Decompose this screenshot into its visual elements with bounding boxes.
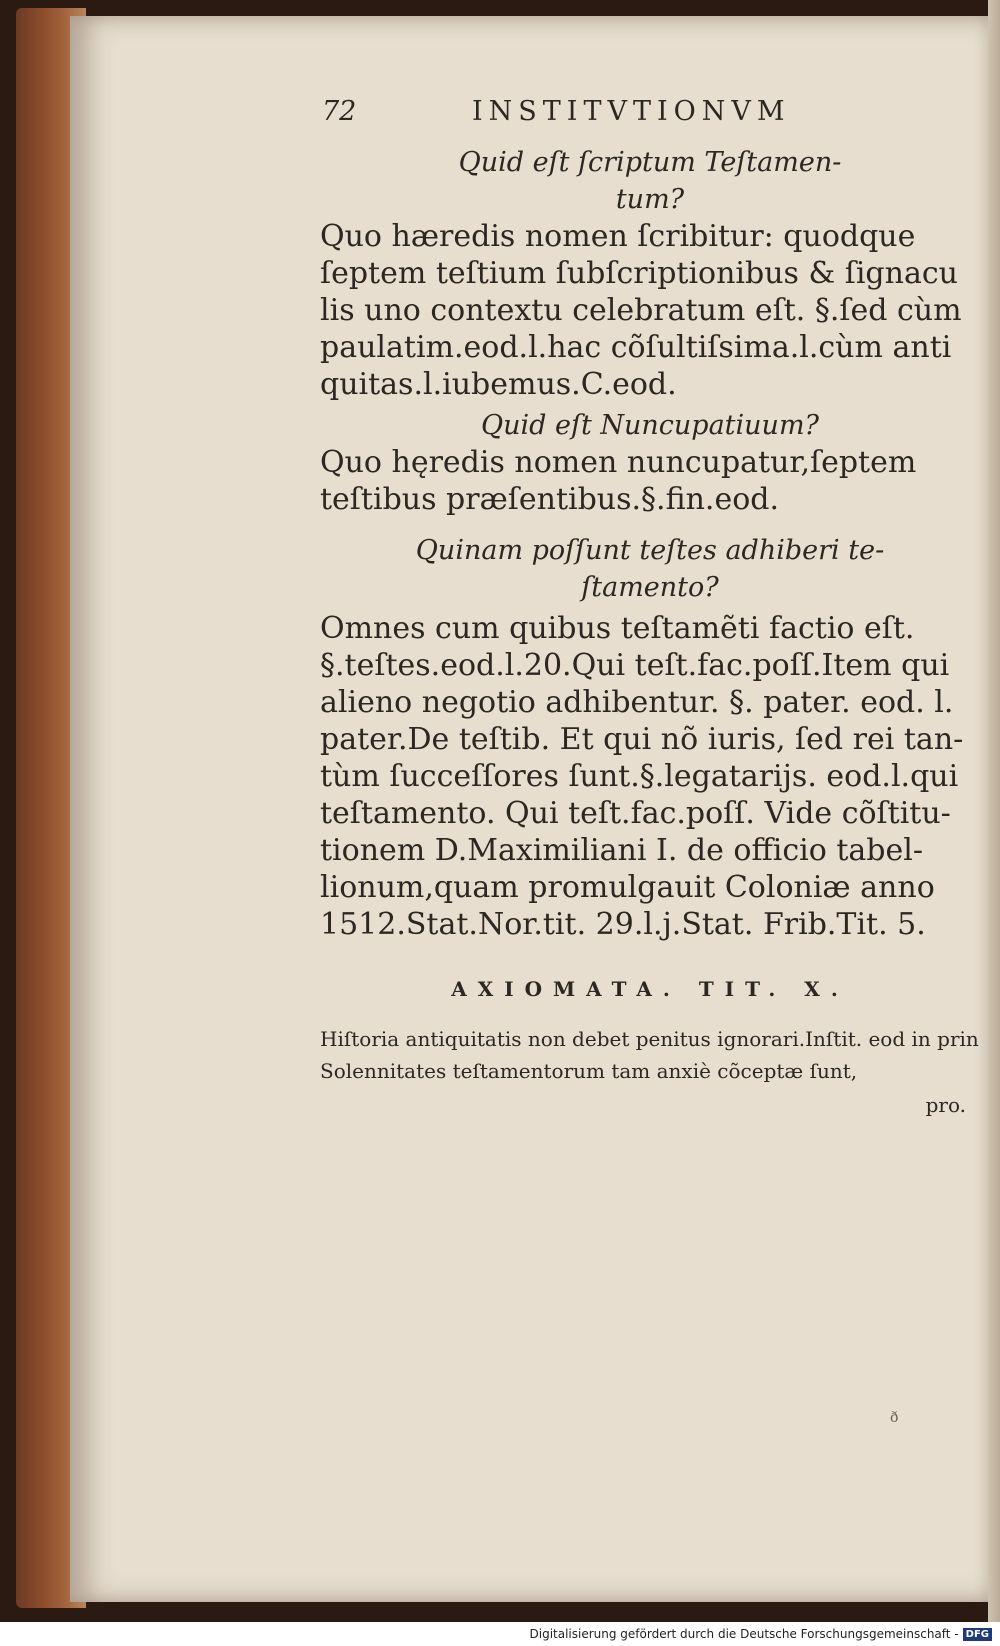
question-1-line-2: tum? xyxy=(615,184,685,215)
answer-1-line: ſeptem teſtium ſubſcriptionibus & ſignacu xyxy=(320,256,958,291)
page-mark: ð xyxy=(890,1410,899,1426)
digitization-footer xyxy=(0,1622,1000,1646)
answer-1-line: Quo hæredis nomen ſcribitur: quodque xyxy=(320,219,916,254)
footer-text: Digitalisierung gefördert durch die Deutsche Forschungsgemeinschaft - xyxy=(529,1627,959,1641)
axiomata-title: AXIOMATA. TIT. X. xyxy=(451,977,849,1001)
answer-3-line: teſtamento. Qui teſt.fac.poſſ. Vide cõſtitu- xyxy=(320,796,951,831)
question-3-line-2: ſtamento? xyxy=(581,572,719,603)
answer-1-line: quitas.l.iubemus.C.eod. xyxy=(320,367,677,402)
answer-1-line: lis uno contextu celebratum eſt. §.ſed cùm xyxy=(320,293,962,328)
answer-3-line: lionum,quam promulgauit Coloniæ anno xyxy=(320,870,935,905)
answer-2 xyxy=(320,444,980,518)
dfg-logo-icon: DFG xyxy=(963,1628,992,1641)
page-right-edge xyxy=(988,0,1000,1622)
answer-2-line: Quo hęredis nomen nuncupatur,ſeptem xyxy=(320,445,917,480)
answer-3 xyxy=(320,610,980,943)
answer-3-line: alieno negotio adhibentur. §. pater. eod. l. xyxy=(320,685,954,720)
question-1-line-1: Quid eſt ſcriptum Teſtamen- xyxy=(458,147,842,178)
page-header xyxy=(322,96,980,144)
answer-1-line: paulatim.eod.l.hac cõſultiſsima.l.cùm anti xyxy=(320,330,952,365)
page-number: 72 xyxy=(322,96,357,127)
answer-1 xyxy=(320,218,980,403)
axiom-item: Solennitates teſtamentorum tam anxiè cõceptæ ſunt, xyxy=(320,1059,858,1083)
answer-3-line: tùm ſucceſſores ſunt.§.legatarijs. eod.l.qui xyxy=(320,759,959,794)
question-2: Quid eſt Nuncupatiuum? xyxy=(480,410,820,441)
answer-3-line: pater.De teſtib. Et qui nõ iuris, ſed rei tan- xyxy=(320,722,964,757)
answer-3-line: 1512.Stat.Nor.tit. 29.l.j.Stat. Frib.Tit. 5. xyxy=(320,907,926,942)
answer-3-line: Omnes cum quibus teſtamẽti factio eſt. xyxy=(320,611,915,646)
answer-3-line: §.teſtes.eod.l.20.Qui teſt.fac.poſſ.Item qui xyxy=(320,648,950,683)
answer-3-line: tionem D.Maximiliani I. de officio tabel- xyxy=(320,833,923,868)
catchword: pro. xyxy=(925,1093,966,1117)
axiom-item: Hiſtoria antiquitatis non debet penitus ignorari.Inſtit. eod in prin xyxy=(320,1027,979,1051)
answer-2-line: teſtibus præſentibus.§.fin.eod. xyxy=(320,482,780,517)
page-content xyxy=(320,96,980,1117)
question-3-line-1: Quinam poſſunt teſtes adhiberi te- xyxy=(415,535,885,566)
running-head: INSTITVTIONVM xyxy=(472,96,791,127)
